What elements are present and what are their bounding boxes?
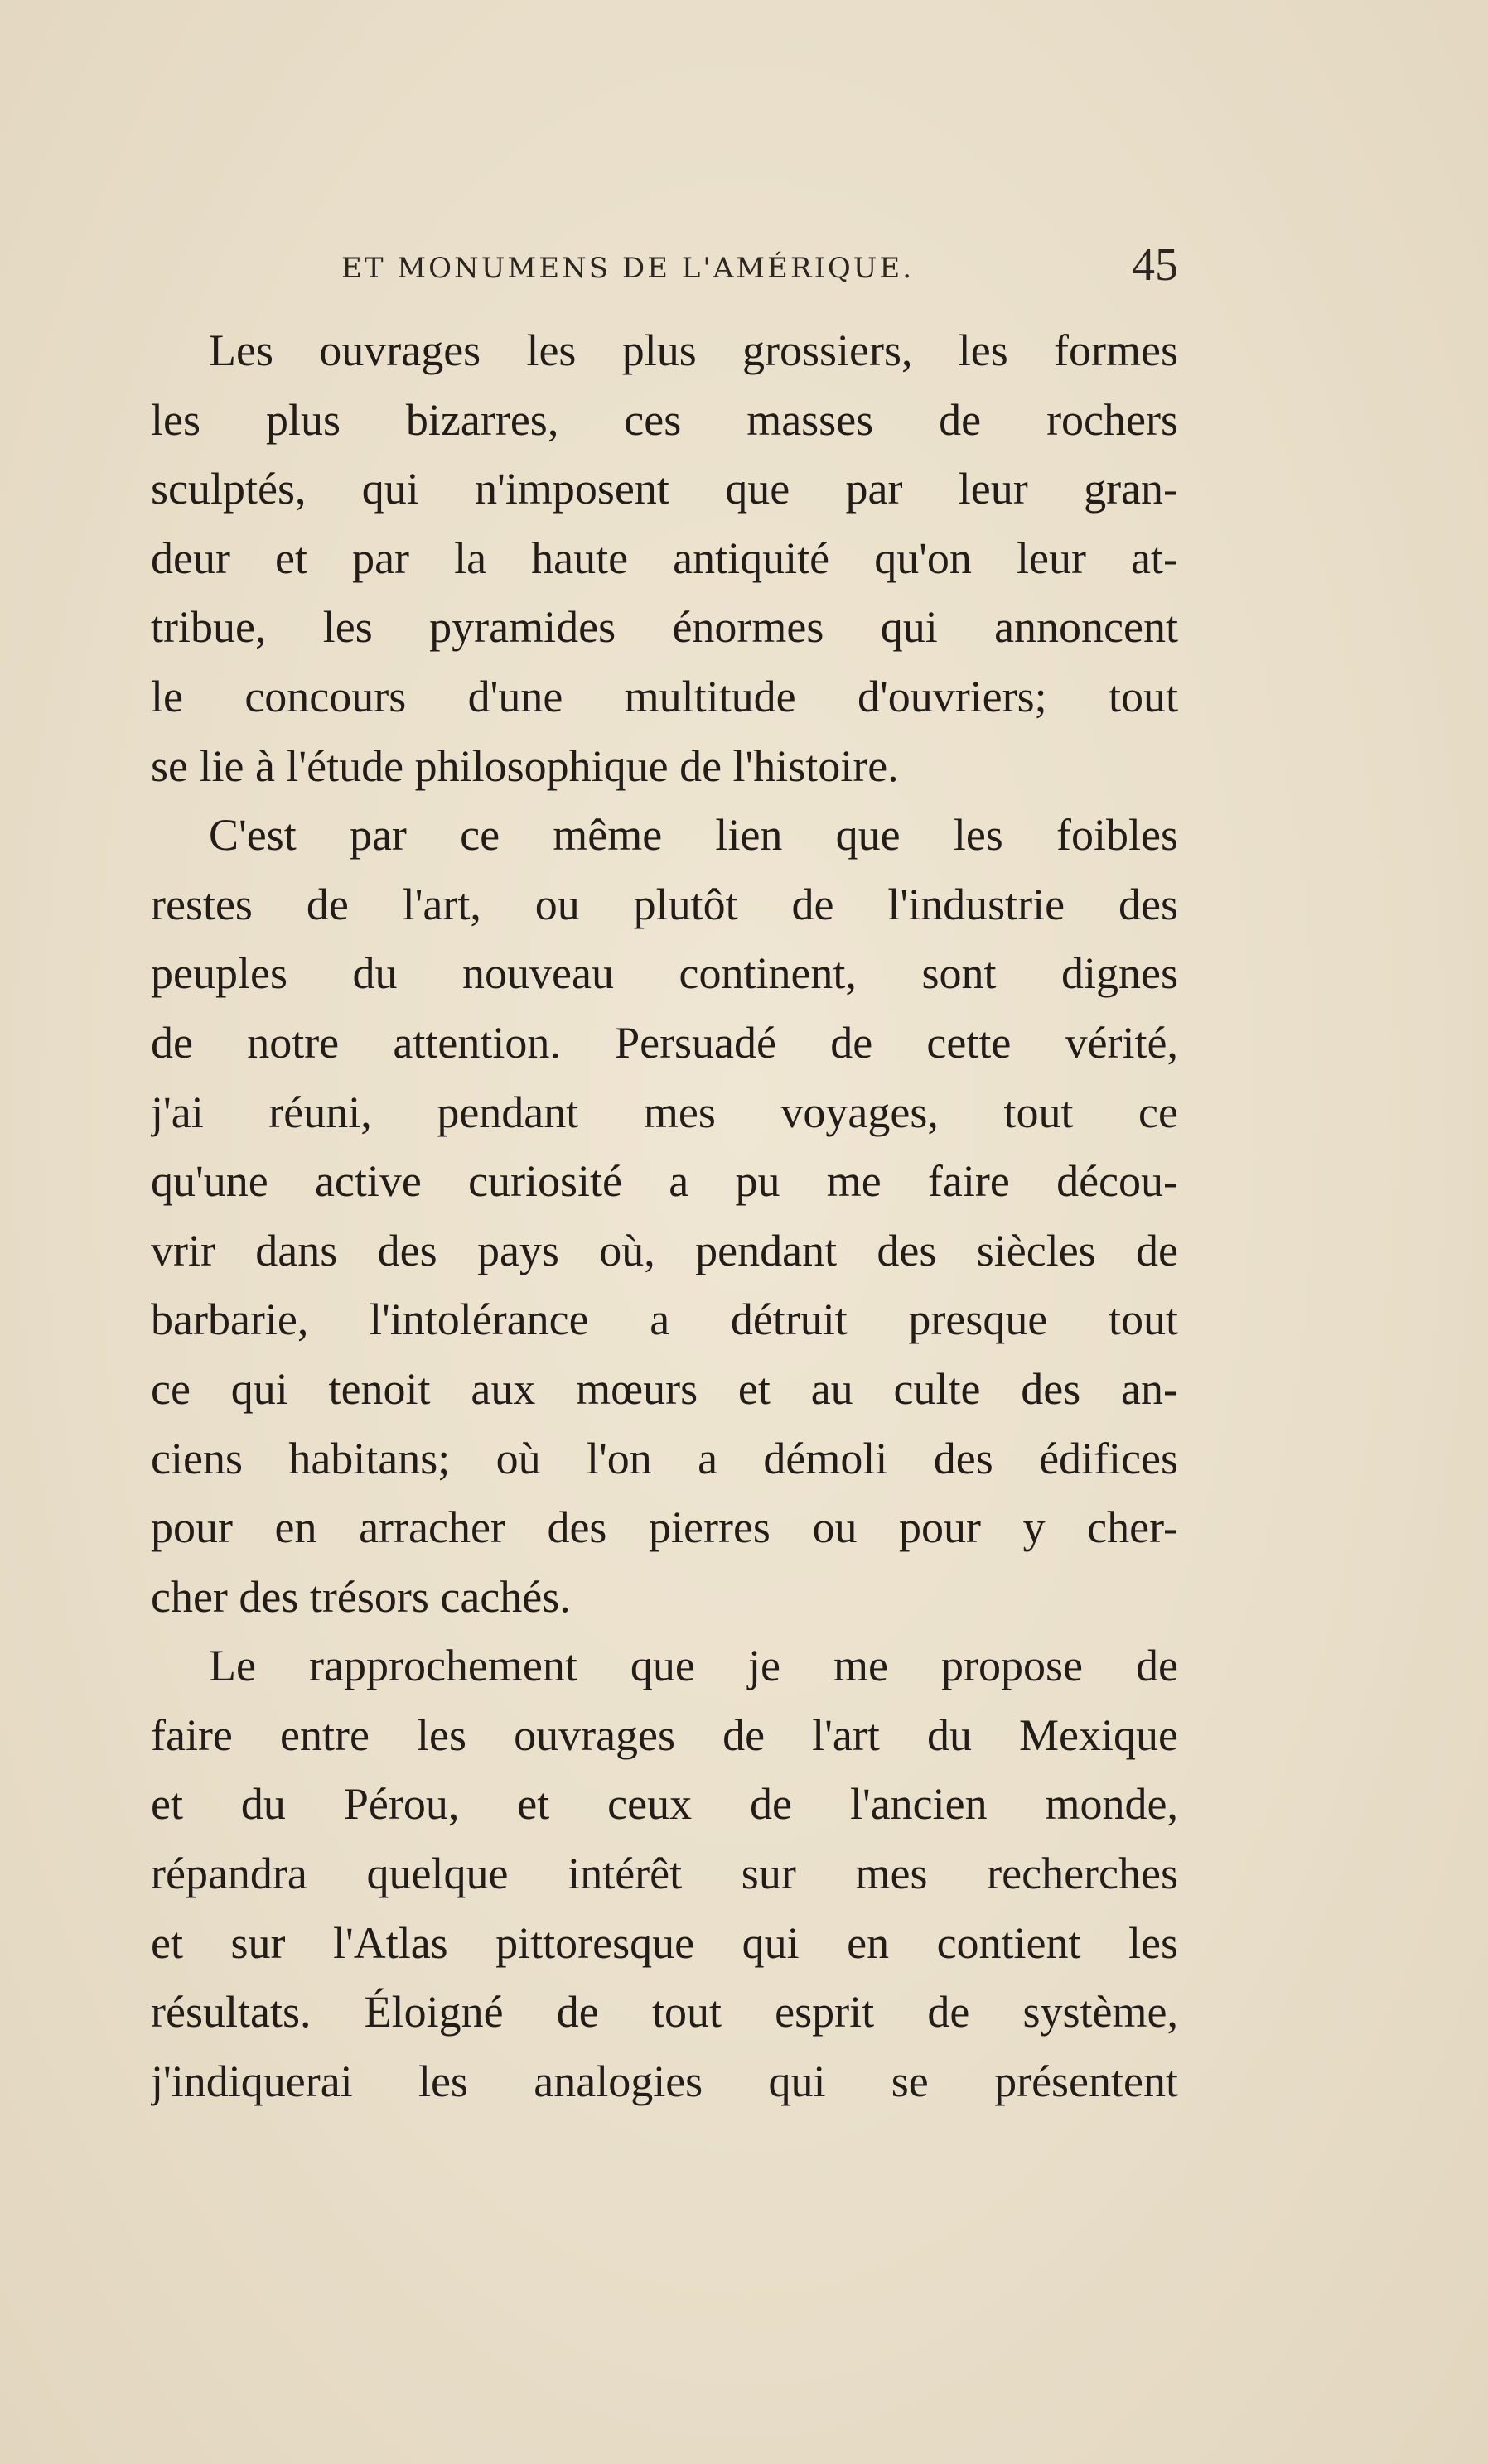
text-line: de notre attention. Persuadé de cette vérité, [151,1017,1178,1068]
text-line: résultats. Éloigné de tout esprit de système, [151,1987,1178,2037]
text-line: peuples du nouveau continent, sont dignes [151,948,1178,999]
text-line: j'ai réuni, pendant mes voyages, tout ce [151,1087,1178,1137]
text-line: vrir dans des pays où, pendant des siècles de [151,1225,1178,1275]
text-line: et sur l'Atlas pittoresque qui en contient les [151,1917,1178,1968]
body-text [151,316,1178,2116]
text-line: j'indiquerai les analogies qui se présentent [151,2056,1178,2106]
text-line: le concours d'une multitude d'ouvriers; tout [151,671,1178,721]
text-line: pour en arracher des pierres ou pour y cher- [151,1502,1178,1553]
text-line: se lie à l'étude philosophique de l'histoire. [151,740,899,791]
text-line: et du Pérou, et ceux de l'ancien monde, [151,1779,1178,1830]
text-line: faire entre les ouvrages de l'art du Mexique [151,1709,1178,1760]
text-line: C'est par ce même lien que les foibles [209,810,1178,861]
text-line: qu'une active curiosité a pu me faire décou- [151,1156,1178,1207]
text-line: Le rapprochement que je me propose de [209,1641,1178,1691]
text-line: restes de l'art, ou plutôt de l'industrie des [151,879,1178,929]
text-line: barbarie, l'intolérance a détruit presque tout [151,1295,1178,1345]
text-line: répandra quelque intérêt sur mes recherches [151,1849,1178,1899]
text-line: sculptés, qui n'imposent que par leur gran- [151,464,1178,514]
text-line: ce qui tenoit aux mœurs et au culte des an- [151,1363,1178,1414]
text-line: les plus bizarres, ces masses de rochers [151,394,1178,445]
text-line: Les ouvrages les plus grossiers, les formes [209,325,1178,375]
page-number: 45 [1132,239,1178,291]
page-header [151,234,1178,300]
text-line: cher des trésors cachés. [151,1571,571,1622]
text-line: tribue, les pyramides énormes qui annoncent [151,602,1178,653]
running-head: ET MONUMENS DE L'AMÉRIQUE. [341,252,915,285]
text-line: deur et par la haute antiquité qu'on leur at- [151,533,1178,583]
text-line: ciens habitans; où l'on a démoli des édifices [151,1433,1178,1483]
